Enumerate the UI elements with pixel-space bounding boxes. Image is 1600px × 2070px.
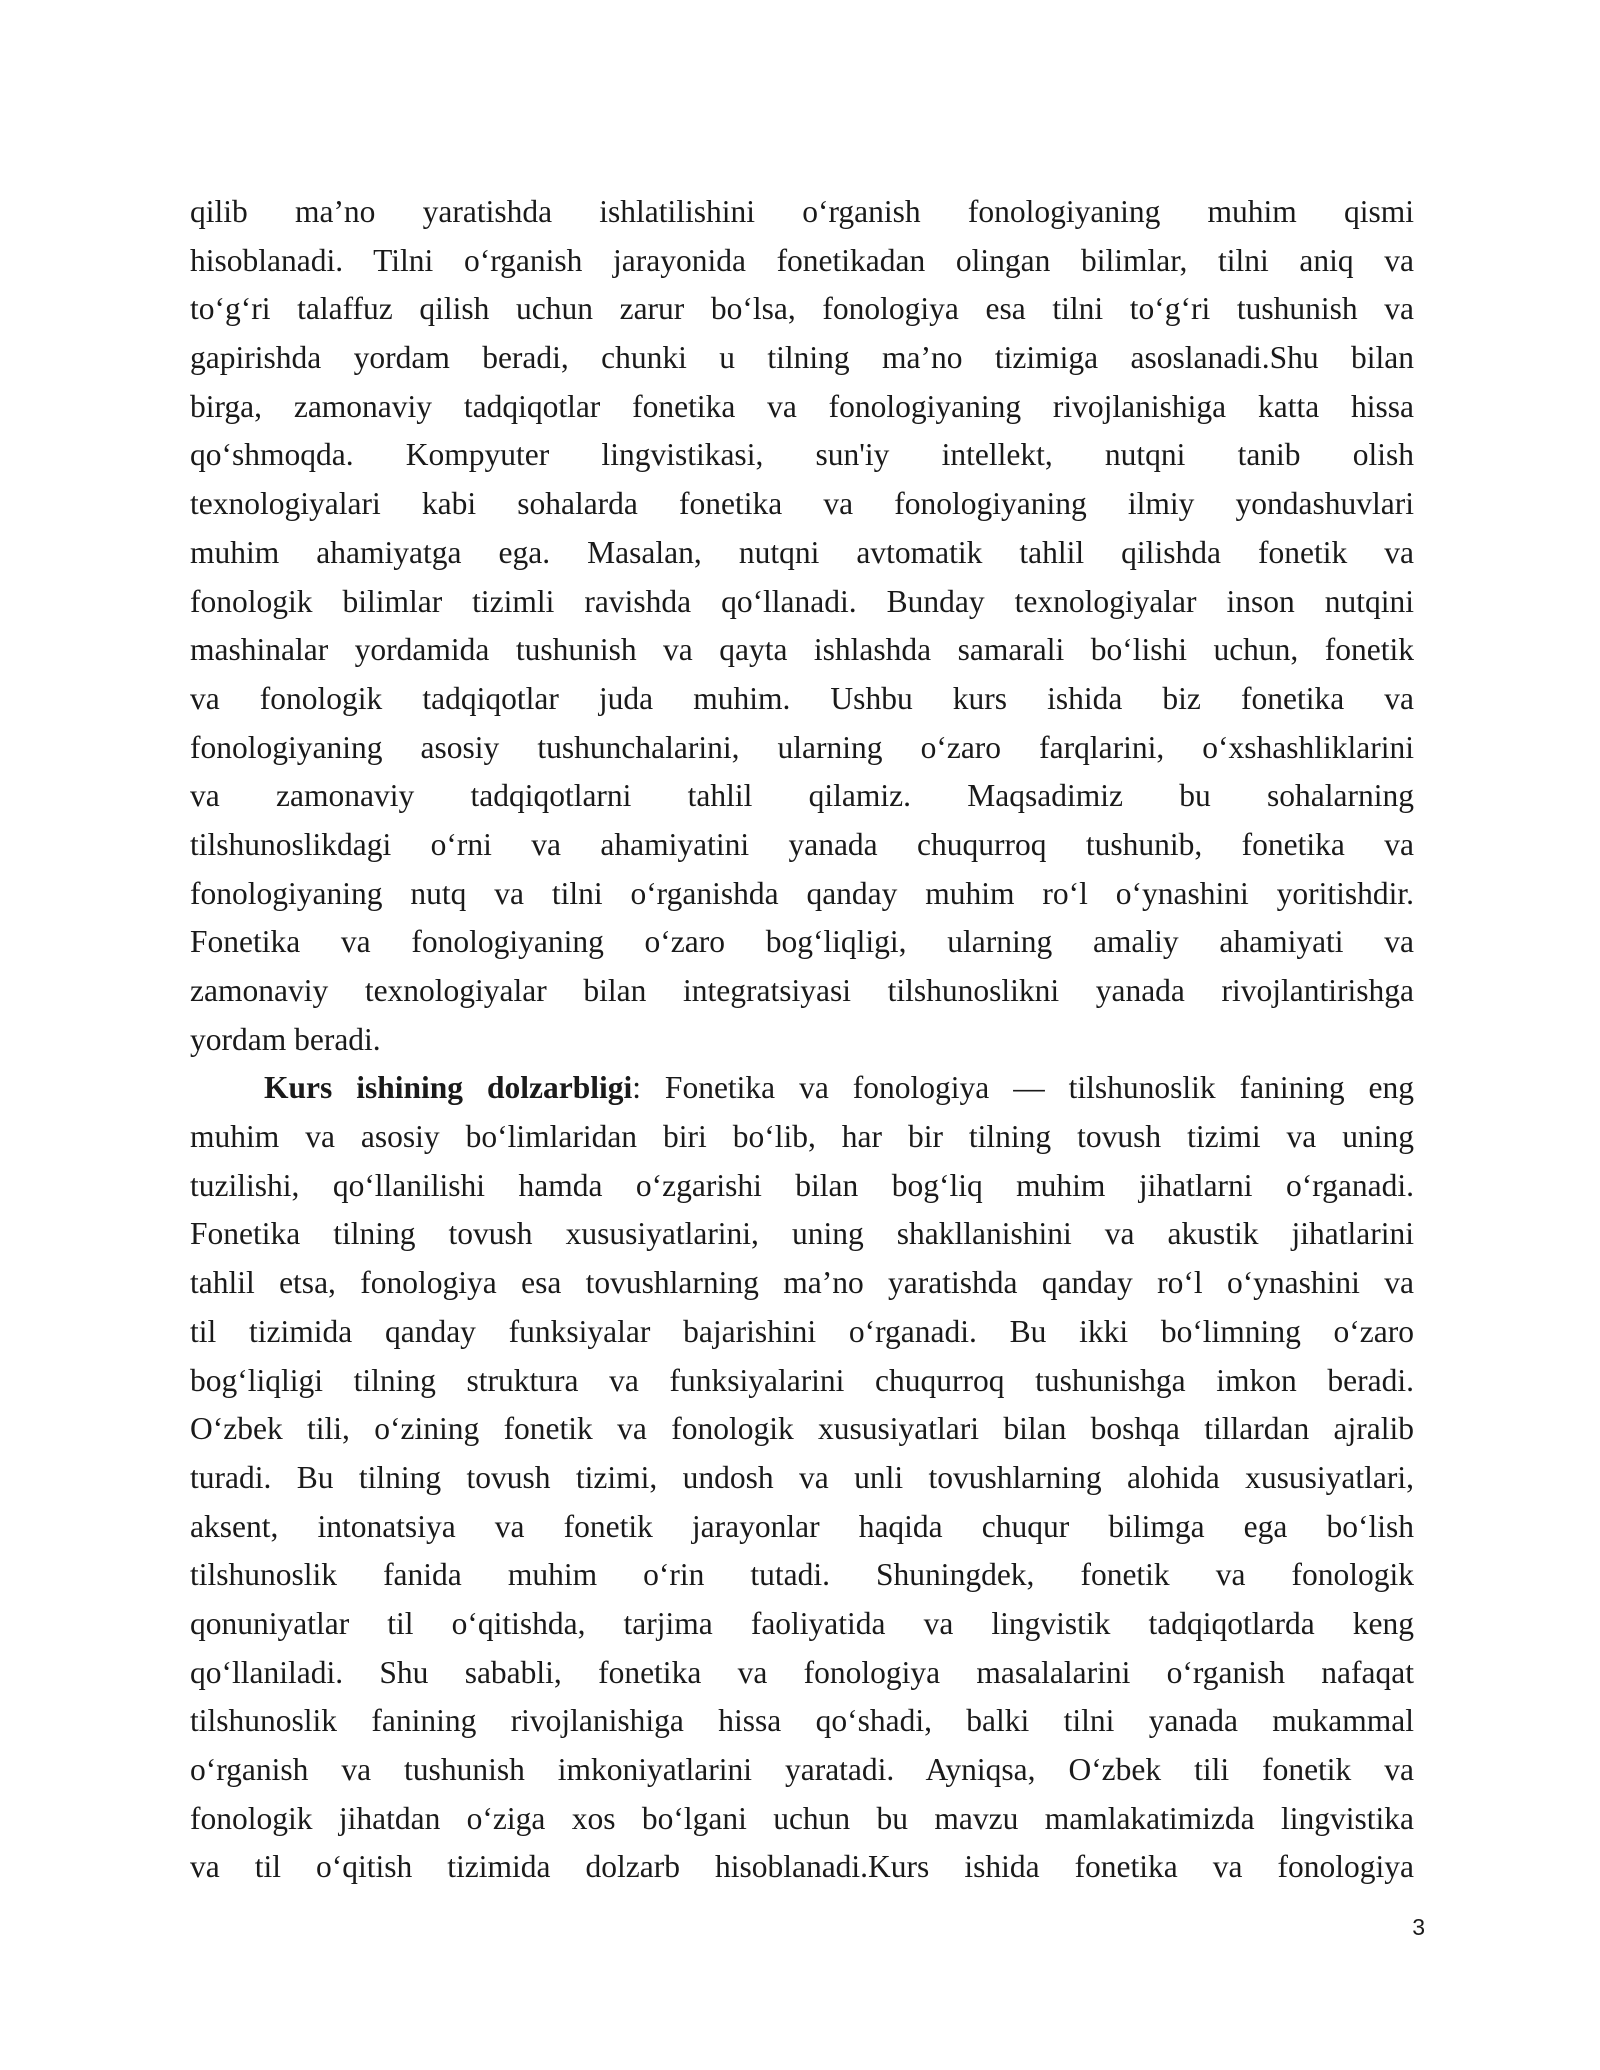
text-line	[190, 1064, 1414, 1113]
text-line: va zamonaviy tadqiqotlarni tahlil qilamiz. Maqsadimiz bu sohalarning	[190, 778, 1414, 814]
text-line: turadi. Bu tilning tovush tizimi, undosh va unli tovushlarning alohida xususiyatlari,	[190, 1459, 1414, 1495]
text-line: fonologik jihatdan o‘ziga xos bo‘lgani uchun bu mavzu mamlakatimizda lingvistika	[190, 1800, 1414, 1836]
text-line: bog‘liqligi tilning struktura va funksiyalarini chuqurroq tushunishga imkon beradi.	[190, 1362, 1414, 1398]
text-line: yordam beradi.	[190, 1021, 381, 1057]
text-line: muhim va asosiy bo‘limlaridan biri bo‘lib, har bir tilning tovush tizimi va uning	[190, 1119, 1414, 1155]
text-line: Fonetika tilning tovush xususiyatlarini, uning shakllanishini va akustik jihatlarini	[190, 1216, 1414, 1252]
section-heading: Kurs ishining dolzarbligi	[264, 1070, 633, 1106]
text-line: mashinalar yordamida tushunish va qayta ishlashda samarali bo‘lishi uchun, fonetik	[190, 632, 1414, 668]
text-line: muhim ahamiyatga ega. Masalan, nutqni avtomatik tahlil qilishda fonetik va	[190, 534, 1414, 570]
text-line: to‘g‘ri talaffuz qilish uchun zarur bo‘lsa, fonologiya esa tilni to‘g‘ri tushunish va	[190, 291, 1414, 327]
text-line: til tizimida qanday funksiyalar bajarishini o‘rganadi. Bu ikki bo‘limning o‘zaro	[190, 1313, 1414, 1349]
text-line: tilshunoslik fanida muhim o‘rin tutadi. Shuningdek, fonetik va fonologik	[190, 1557, 1414, 1593]
text-line: tahlil etsa, fonologiya esa tovushlarning ma’no yaratishda qanday ro‘l o‘ynashini va	[190, 1265, 1414, 1301]
text-line: qonuniyatlar til o‘qitishda, tarjima faoliyatida va lingvistik tadqiqotlarda keng	[190, 1605, 1414, 1641]
text-line: qilib ma’no yaratishda ishlatilishini o‘rganish fonologiyaning muhim qismi	[190, 194, 1414, 229]
text-line: fonologik bilimlar tizimli ravishda qo‘llanadi. Bunday texnologiyalar inson nutqini	[190, 583, 1414, 619]
text-line: fonologiyaning nutq va tilni o‘rganishda qanday muhim ro‘l o‘ynashini yoritishdir.	[190, 875, 1414, 911]
text-line: aksent, intonatsiya va fonetik jarayonlar haqida chuqur bilimga ega bo‘lish	[190, 1508, 1414, 1544]
paragraph-relevance	[190, 1064, 1414, 1892]
text-line: tilshunoslik fanining rivojlanishiga hissa qo‘shadi, balki tilni yanada mukammal	[190, 1703, 1414, 1739]
text-line: va til o‘qitish tizimida dolzarb hisoblanadi.Kurs ishida fonetika va fonologiya	[190, 1849, 1414, 1885]
text-line: Fonetika va fonologiyaning o‘zaro bog‘liqligi, ularning amaliy ahamiyati va	[190, 924, 1414, 960]
text-line: qo‘shmoqda. Kompyuter lingvistikasi, sun'iy intellekt, nutqni tanib olish	[190, 437, 1414, 473]
text-line: hisoblanadi. Tilni o‘rganish jarayonida fonetikadan olingan bilimlar, tilni aniq va	[190, 242, 1414, 278]
page-number: 3	[1412, 1914, 1425, 1940]
text-line: qo‘llaniladi. Shu sababli, fonetika va fonologiya masalalarini o‘rganish nafaqat	[190, 1654, 1414, 1690]
text-line: texnologiyalari kabi sohalarda fonetika va fonologiyaning ilmiy yondashuvlari	[190, 486, 1414, 522]
text-line: zamonaviy texnologiyalar bilan integratsiyasi tilshunoslikni yanada rivojlantirishga	[190, 973, 1414, 1008]
text-line: va fonologik tadqiqotlar juda muhim. Ushbu kurs ishida biz fonetika va	[190, 680, 1414, 716]
paragraph-continuation	[190, 188, 1414, 1064]
text-line: O‘zbek tili, o‘zining fonetik va fonologik xususiyatlari bilan boshqa tillardan ajralib	[190, 1411, 1414, 1447]
body-text	[190, 188, 1414, 1892]
text-line: fonologiyaning asosiy tushunchalarini, ularning o‘zaro farqlarini, o‘xshashliklarini	[190, 729, 1414, 765]
text-line: tilshunoslikdagi o‘rni va ahamiyatini yanada chuqurroq tushunib, fonetika va	[190, 826, 1414, 862]
text-line: o‘rganish va tushunish imkoniyatlarini yaratadi. Ayniqsa, O‘zbek tili fonetik va	[190, 1752, 1414, 1787]
heading-line-text: : Fonetika va fonologiya — tilshunoslik fanining eng	[632, 1070, 1414, 1106]
text-line: tuzilishi, qo‘llanilishi hamda o‘zgarishi bilan bog‘liq muhim jihatlarni o‘rganadi.	[190, 1167, 1414, 1203]
text-line: gapirishda yordam beradi, chunki u tilning ma’no tizimiga asoslanadi.Shu bilan	[190, 340, 1414, 376]
text-line: birga, zamonaviy tadqiqotlar fonetika va fonologiyaning rivojlanishiga katta hissa	[190, 388, 1414, 424]
